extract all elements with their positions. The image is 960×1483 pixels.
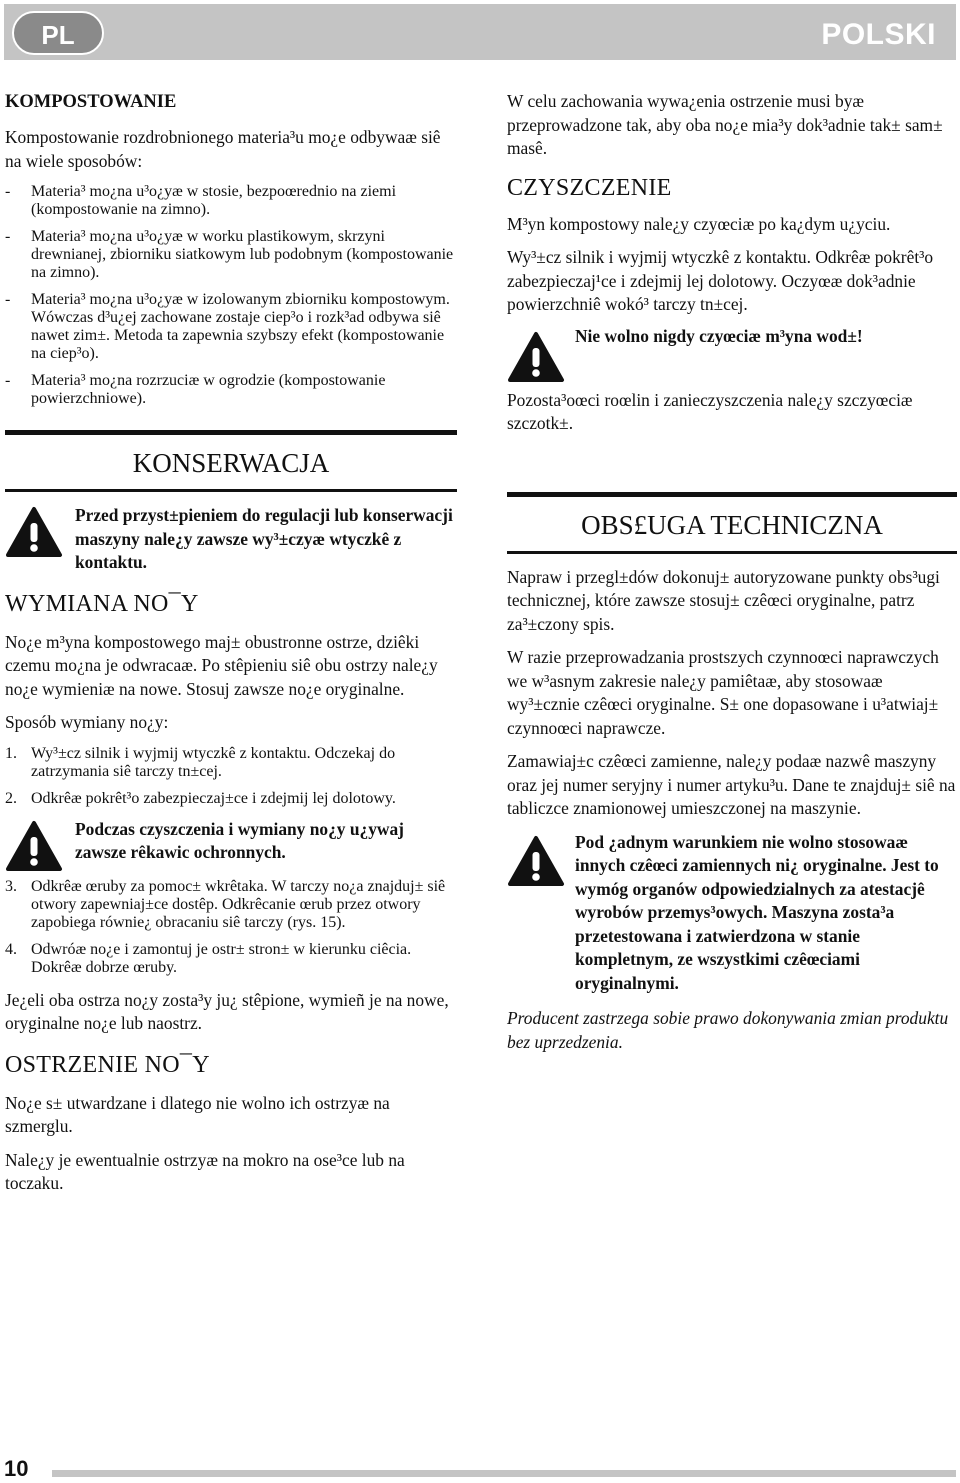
right-column	[507, 88, 957, 1054]
paragraph: Wy³±cz silnik i wyjmij wtyczkê z kontaktu. Odkrêæ pokrêt³o zabezpieczaj¹ce i zdejmij lej dolotowy. Oczyœæ dok³adnie powierzchniê wokó³ tarczy tn±cej.	[507, 247, 934, 314]
paragraph: W razie przeprowadzania prostszych czynnoœci naprawczych we w³asnym zakresie nale¿y pamiêtaæ, aby stosowaæ wy³±cznie czêœci oryginalne. S± one dopasowane i u³atwiaj± czynnoœci naprawcze.	[507, 647, 939, 738]
page-number: 10	[4, 1456, 29, 1481]
warning-triangle-icon	[507, 835, 565, 887]
paragraph: Sposób wymiany no¿y:	[5, 712, 169, 732]
numbered-list	[5, 878, 457, 977]
list-item: 3. Odkrêæ œruby za pomoc± wkrêtaka. W tarczy no¿a znajduj± siê otwory zapewniaj±ce dostêp. Odkrêcanie œrub przez otwory zapobiega równie¿ obracaniu siê tarczy (rys. 15).	[5, 877, 446, 931]
paragraph: Kompostowanie rozdrobnionego materia³u mo¿e odbywaæ siê na wiele sposobów:	[5, 127, 441, 171]
warning-text: Przed przyst±pieniem do regulacji lub konserwacji maszyny nale¿y zawsze wy³±czyæ wtyczkê z kontaktu.	[75, 505, 453, 572]
paragraph: M³yn kompostowy nale¿y czyœciæ po ka¿dym u¿yciu.	[507, 213, 891, 234]
warning-triangle-icon	[5, 506, 63, 558]
paragraph: Nale¿y je ewentualnie ostrzyæ na mokro na ose³ce lub na toczaku.	[5, 1149, 405, 1193]
list-item: 1. Wy³±cz silnik i wyjmij wtyczkê z kontaktu. Odczekaj do zatrzymania siê tarczy tn±cej.	[5, 744, 396, 780]
heading-kompostowanie: KOMPOSTOWANIE	[5, 92, 177, 112]
warning-text: Pod ¿adnym warunkiem nie wolno stosowaæ innych czêœci zamiennych ni¿ oryginalne. Jest to wymóg organów odpowiedzialnych za atestacjê wyrobów przemys³owych. Maszyna zosta³a przetestowana i zatwierdzona w stanie kompletnym, ze wszystkimi czêœciami oryginalnymi.	[575, 831, 939, 993]
warning-text: Nie wolno nigdy czyœciæ m³yna wod±!	[575, 325, 863, 346]
heading-czyszczenie: CZYSZCZENIE	[507, 174, 672, 201]
heading-konserwacja: KONSERWACJA	[5, 430, 457, 492]
paragraph: Pozosta³oœci roœlin i zanieczyszczenia nale¿y szczyœciæ szczotk±.	[507, 389, 913, 433]
language-title: POLSKI	[821, 18, 936, 51]
warning-box	[507, 831, 957, 996]
left-column	[5, 88, 457, 1196]
paragraph: Napraw i przegl±dów dokonuj± autoryzowane punkty obs³ugi technicznej, które zawsze stosuj± czêœci oryginalne, patrz za³±czony spis.	[507, 566, 940, 634]
bullet-list	[5, 183, 457, 408]
warning-box	[5, 504, 457, 575]
heading-ostrzenie-nozy: OSTRZENIE NO¯Y	[5, 1051, 210, 1078]
warning-triangle-icon	[5, 820, 63, 872]
list-item: - Materia³ mo¿na rozrzuciæ w ogrodzie (kompostowanie powierzchniowe).	[5, 372, 386, 407]
list-item: - Materia³ mo¿na u³o¿yæ w stosie, bezpoœrednio na ziemi (kompostowanie na zimno).	[5, 183, 397, 218]
numbered-list	[5, 745, 457, 808]
page-header	[4, 4, 956, 60]
paragraph: Je¿eli oba ostrza no¿y zosta³y ju¿ stêpione, wymieñ je na nowe, oryginalne no¿e lub naostrz.	[5, 989, 449, 1033]
warning-text: Podczas czyszczenia i wymiany no¿y u¿ywaj zawsze rêkawic ochronnych.	[75, 818, 404, 862]
paragraph: No¿e m³yna kompostowego maj± obustronne ostrze, dziêki czemu mo¿na je odwracaæ. Po stêpieniu siê obu ostrzy nale¿y no¿e wymieniæ na nowe. Stosuj zawsze no¿e oryginalne.	[5, 631, 438, 699]
warning-triangle-icon	[507, 331, 565, 383]
paragraph: W celu zachowania wywa¿enia ostrzenie musi byæ przeprowadzone tak, aby oba no¿e mia³y dok³adnie tak± sam± masê.	[507, 91, 943, 158]
paragraph: Zamawiaj±c czêœci zamienne, nale¿y podaæ nazwê maszyny oraz jej numer seryjny i numer artyku³u. Dane te znajduj± siê na tabliczce znamionowej umieszczonej na maszynie.	[507, 751, 956, 818]
producer-note: Producent zastrzega sobie prawo dokonywania zmian produktu bez uprzedzenia.	[507, 1008, 949, 1052]
warning-box	[5, 818, 457, 872]
language-badge: PL	[12, 11, 104, 55]
warning-box	[507, 325, 957, 383]
heading-wymiana-nozy: WYMIANA NO¯Y	[5, 590, 199, 617]
footer-bar	[52, 1470, 956, 1477]
heading-obsluga-techniczna: OBS£UGA TECHNICZNA	[507, 492, 957, 554]
list-item: 4. Odwróæ no¿e i zamontuj je ostr± stron± w kierunku ciêcia. Dokrêæ dobrze œruby.	[5, 940, 412, 976]
list-item: - Materia³ mo¿na u³o¿yæ w worku plastikowym, skrzyni drewnianej, zbiorniku siatkowym lub podobnym (kompostowanie na zimno).	[5, 228, 454, 281]
list-item: - Materia³ mo¿na u³o¿yæ w izolowanym zbiorniku kompostowym. Wówczas d³u¿ej zachowane zostaje ciep³o i rozk³ad odbywa siê nawet zim±. Metoda ta zapewnia szybszy efekt (kompostowanie na ciep³o).	[5, 291, 450, 362]
paragraph: No¿e s± utwardzane i dlatego nie wolno ich ostrzyæ na szmerglu.	[5, 1092, 390, 1136]
list-item: 2. Odkrêæ pokrêt³o zabezpieczaj±ce i zdejmij lej dolotowy.	[5, 789, 396, 807]
